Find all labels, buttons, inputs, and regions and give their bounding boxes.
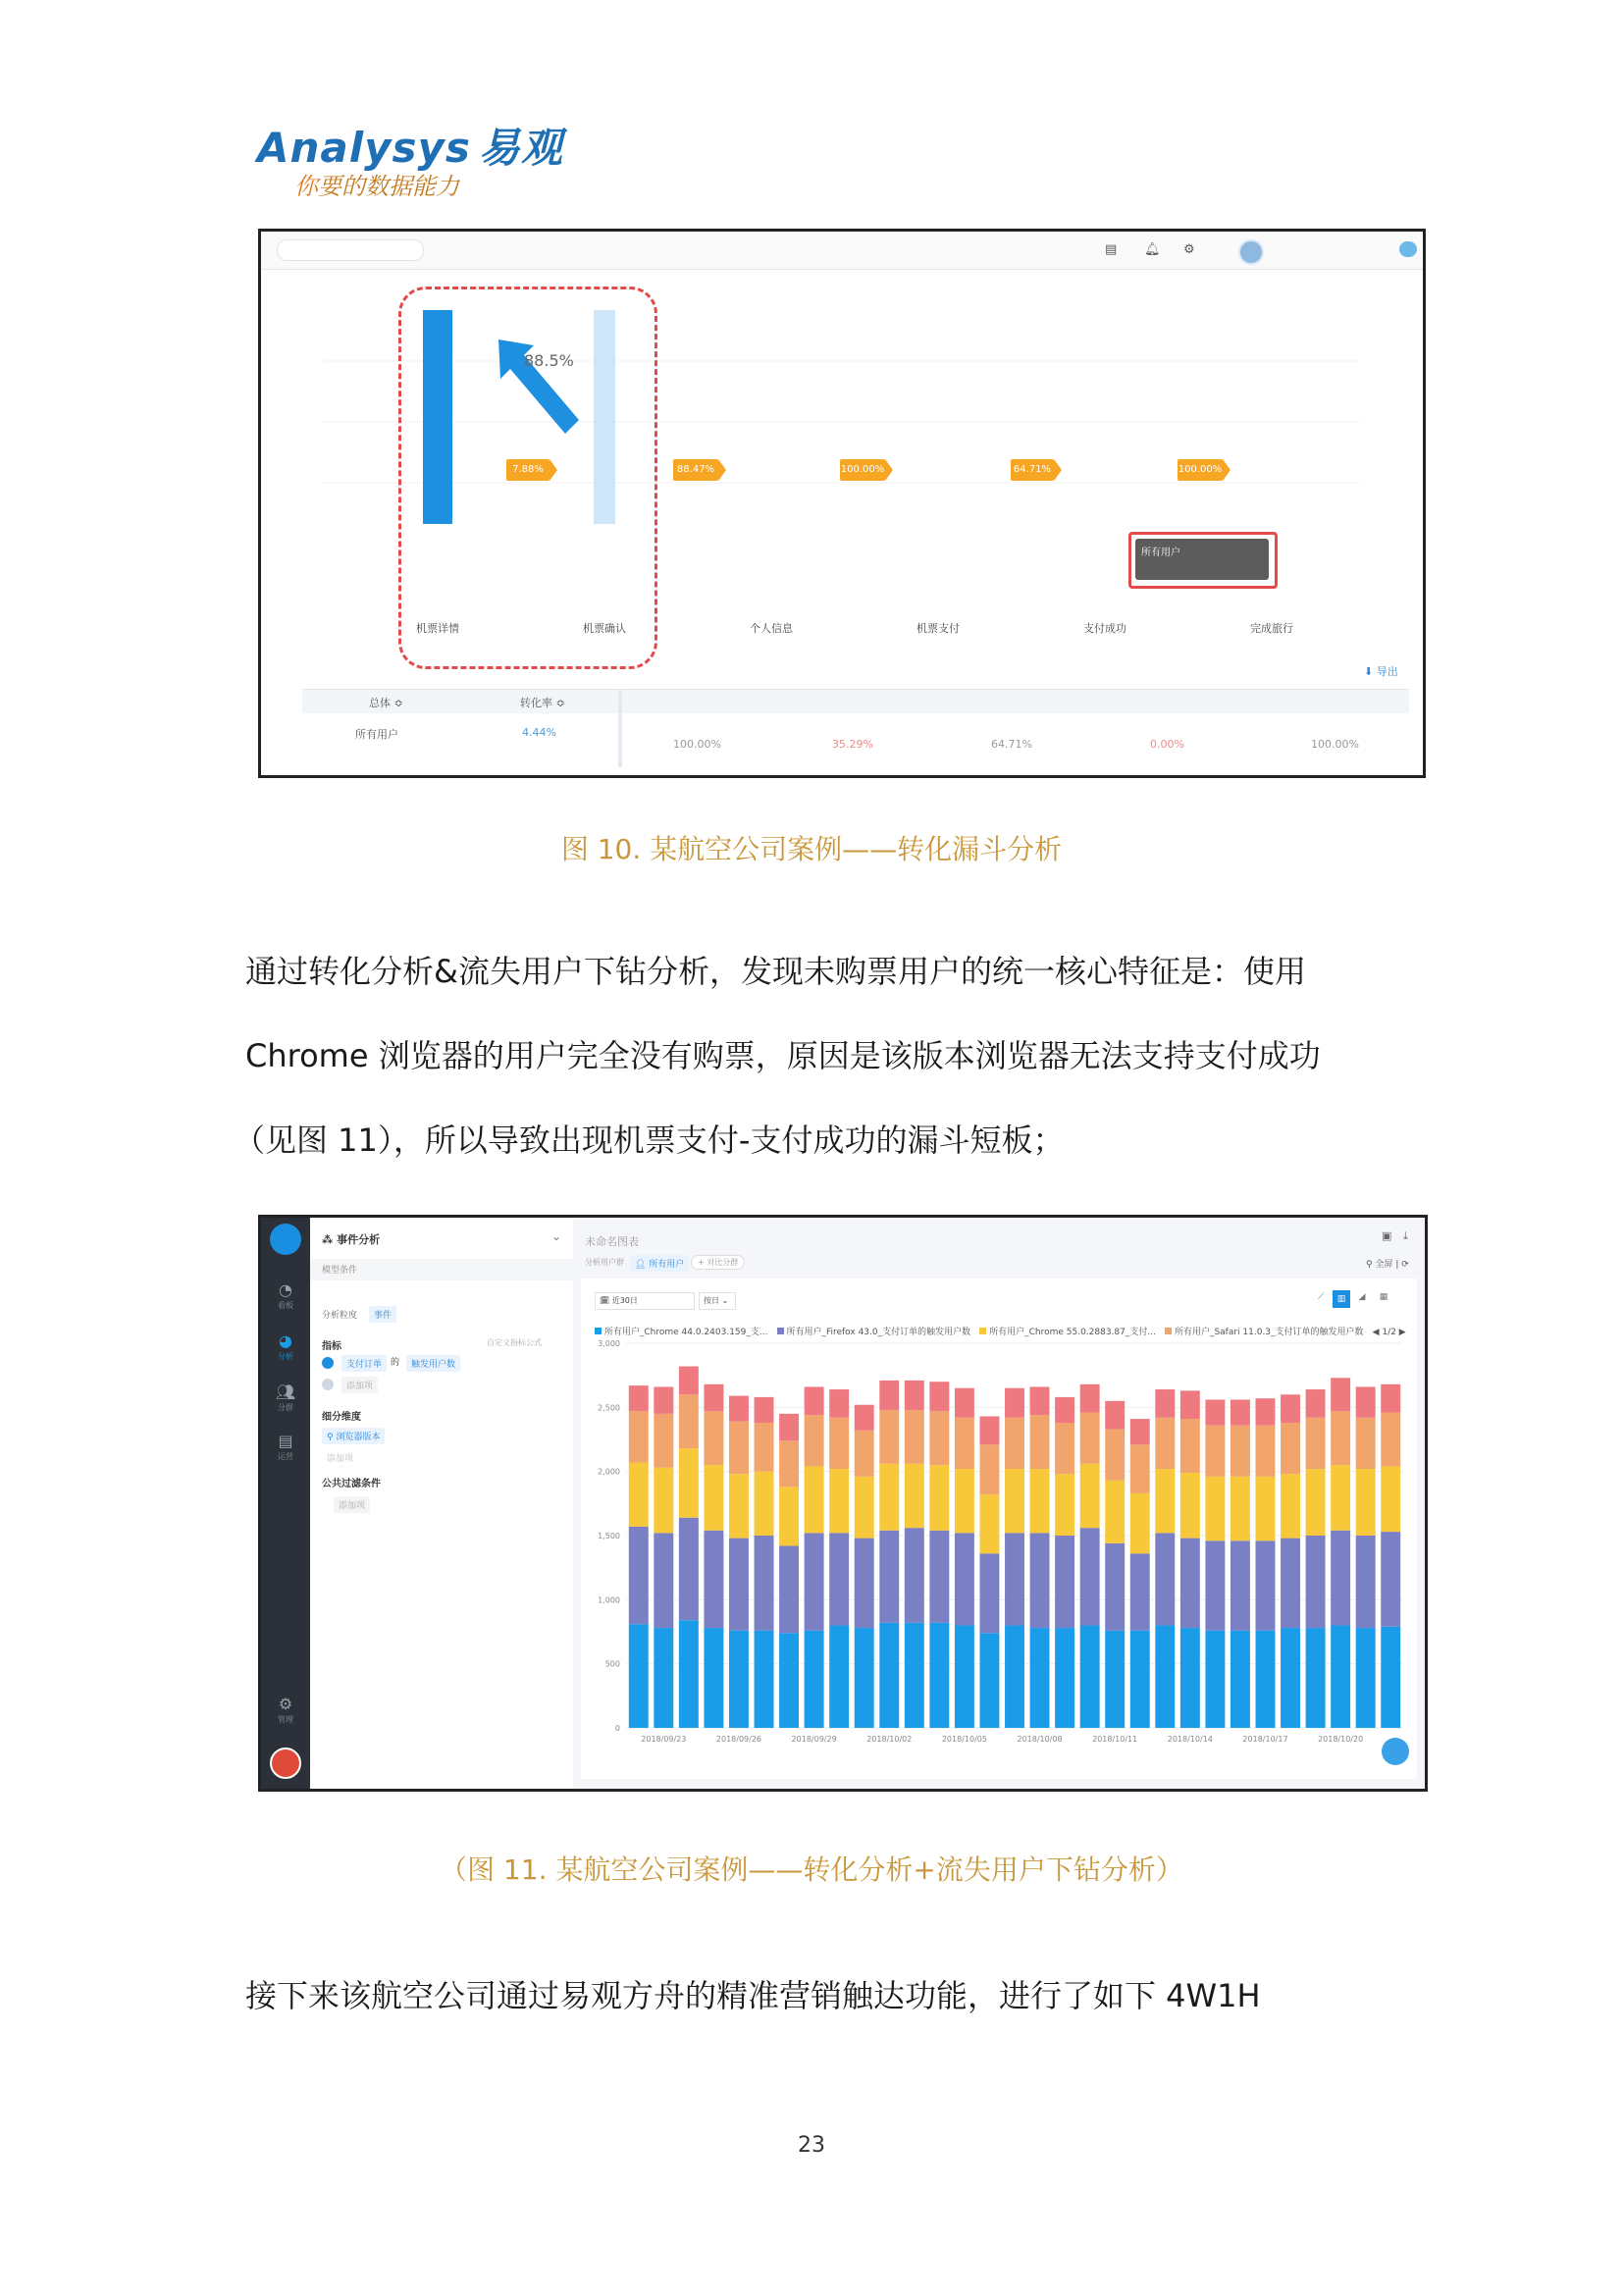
stacked-bar-segment (1331, 1378, 1350, 1411)
stacked-bar-segment (929, 1531, 949, 1623)
header-overall[interactable]: 总体 ≎ (369, 697, 403, 709)
sidebar-item-label: 分析 (278, 1352, 293, 1361)
stacked-bar-segment (704, 1628, 723, 1728)
x-label: 机票支付 (916, 622, 960, 635)
stacked-bar-segment (1130, 1419, 1150, 1444)
x-tick-label: 2018/10/20 (1318, 1735, 1364, 1744)
stacked-bar-segment (1005, 1533, 1024, 1625)
tagline-rest: 要的数据能力 (318, 173, 459, 200)
global-filter-label: 公共过滤条件 (322, 1479, 381, 1489)
stacked-bar-segment (1230, 1540, 1250, 1630)
legend-label: 所有用户_Firefox 43.0_支付订单的触发用户数 (786, 1328, 971, 1337)
step-rate: 64.71% (991, 738, 1032, 751)
conversion-chip: 64.71% (1011, 459, 1054, 481)
stacked-bar-segment (755, 1397, 774, 1423)
logo-brand-cn: 易观 (478, 124, 563, 172)
granularity-select[interactable]: 按日 ⌄ (699, 1292, 736, 1310)
stacked-bar-segment (1130, 1553, 1150, 1630)
stacked-bar-segment (1281, 1539, 1300, 1628)
download-icon: ⬇ (1364, 665, 1374, 678)
stacked-bar-segment (1381, 1466, 1400, 1532)
stacked-bar-segment (1331, 1625, 1350, 1728)
stacked-bar-segment (779, 1440, 799, 1487)
logo-prefix: A (257, 124, 290, 172)
app-logo-icon[interactable] (270, 1224, 301, 1255)
stacked-bar-segment (1205, 1426, 1225, 1477)
panel-title-text: 事件分析 (337, 1233, 381, 1246)
paragraph-line: 接下来该航空公司通过易观方舟的精准营销触达功能，进行了如下 4W1H (245, 1977, 1261, 2014)
custom-metric-link[interactable]: 自定义指标公式 (487, 1338, 542, 1347)
stacked-bar-segment (1005, 1418, 1024, 1469)
stacked-bar-segment (704, 1531, 723, 1628)
group-label: 分析用户群 (585, 1258, 624, 1267)
stacked-bar-segment (1180, 1473, 1200, 1539)
config-panel (310, 1218, 574, 1789)
stacked-bar-segment (1080, 1625, 1100, 1728)
stacked-bar-segment (1256, 1631, 1276, 1728)
y-tick-label: 0 (614, 1724, 620, 1733)
stacked-bar-segment (1055, 1474, 1074, 1536)
x-label: 完成旅行 (1250, 622, 1293, 635)
stacked-bar-segment (879, 1410, 899, 1464)
download-icon[interactable]: ⤓ (1403, 1229, 1408, 1242)
table-header (302, 689, 1409, 713)
avatar[interactable] (270, 1748, 301, 1779)
stacked-bar-segment (1155, 1625, 1175, 1728)
stacked-bar-segment (755, 1631, 774, 1728)
step-rate: 35.29% (832, 738, 873, 751)
stacked-bar-segment (1130, 1444, 1150, 1493)
group-tag-text: 所有用户 (649, 1260, 685, 1270)
stacked-bar-segment (1281, 1628, 1300, 1728)
stacked-bar-segment (1105, 1543, 1125, 1631)
tooltip-highlight (1128, 532, 1278, 589)
stacked-bar-segment (1180, 1628, 1200, 1728)
metric-of: 的 (391, 1358, 400, 1368)
breakdown-tag[interactable]: ⚲ 浏览器版本 (322, 1428, 385, 1444)
stacked-bar-segment (1005, 1469, 1024, 1533)
stacked-bar-segment (679, 1518, 699, 1621)
stacked-bar-segment (879, 1623, 899, 1728)
stacked-bar-segment (1030, 1415, 1050, 1469)
stacked-bar-segment (1331, 1465, 1350, 1531)
compare-button[interactable]: + 对比分群 (691, 1255, 745, 1270)
x-label: 机票确认 (583, 622, 626, 635)
step-rate: 0.00% (1150, 738, 1184, 751)
stacked-bar-segment (654, 1533, 673, 1628)
stacked-bar-segment (729, 1396, 749, 1422)
page-number: 23 (798, 2133, 825, 2158)
table-col-divider (618, 689, 622, 767)
stacked-bar-segment (1130, 1493, 1150, 1553)
stacked-bar-segment (1230, 1399, 1250, 1425)
stacked-bar-segment (654, 1414, 673, 1468)
stacked-bar-segment (1005, 1625, 1024, 1728)
granularity-label: 分析粒度 (322, 1311, 358, 1321)
figure-11 (258, 1215, 1428, 1792)
x-tick-label: 2018/09/23 (641, 1735, 687, 1744)
stacked-bar-segment (829, 1533, 849, 1625)
stacked-bar-segment (805, 1415, 824, 1466)
stacked-bar-segment (1256, 1540, 1276, 1630)
stacked-bar-segment (1331, 1411, 1350, 1465)
stacked-bar-segment (905, 1381, 924, 1410)
stacked-bar-segment (629, 1527, 649, 1624)
logo-tagline (294, 167, 459, 201)
stacked-bar-segment (829, 1625, 849, 1728)
x-tick-label: 2018/10/05 (941, 1735, 987, 1744)
legend-page: 1/2 (1382, 1328, 1396, 1337)
save-icon[interactable]: ▣ (1382, 1229, 1392, 1242)
stacked-bar-segment (1356, 1469, 1376, 1536)
gear-icon[interactable]: ⚙ (278, 1695, 293, 1713)
metric-badge (322, 1357, 334, 1369)
add-filter-tag[interactable]: 添加项 (334, 1496, 370, 1513)
x-tick-label: 2018/10/11 (1092, 1735, 1138, 1744)
x-tick-label: 2018/10/14 (1167, 1735, 1213, 1744)
stacked-bar-segment (1356, 1536, 1376, 1628)
stacked-bar-segment (1281, 1394, 1300, 1423)
date-range-picker[interactable]: 🗓︎ 近30日 (595, 1292, 695, 1310)
stacked-bar-segment (729, 1422, 749, 1475)
stacked-bar-segment (1205, 1399, 1225, 1425)
logo-brand: nalysys (289, 124, 471, 172)
stacked-bar-segment (1055, 1397, 1074, 1423)
stacked-bar-segment (704, 1384, 723, 1411)
stacked-bar-segment (1381, 1532, 1400, 1627)
stacked-bar-segment (955, 1418, 974, 1469)
stacked-bar-segment (1105, 1430, 1125, 1481)
stacked-bar-segment (979, 1444, 999, 1494)
stacked-bar-segment (1256, 1477, 1276, 1540)
stacked-bar-segment (779, 1545, 799, 1633)
figure-11-caption: （图 11. 某航空公司案例——转化分析+流失用户下钻分析） (440, 1853, 1183, 1886)
x-tick-label: 2018/10/08 (1017, 1735, 1063, 1744)
y-tick-label: 2,000 (598, 1467, 620, 1477)
stacked-bar-segment (929, 1465, 949, 1531)
stacked-bar-segment (1306, 1418, 1326, 1469)
paragraph-line: （见图 11），所以导致出现机票支付-支付成功的漏斗短板； (234, 1122, 1065, 1159)
stacked-bar-segment (1155, 1533, 1175, 1625)
chat-icon[interactable] (1399, 241, 1417, 257)
stacked-bar-segment (929, 1411, 949, 1465)
stacked-bar-segment (1080, 1384, 1100, 1413)
stacked-bar-segment (1130, 1631, 1150, 1728)
stacked-bar-segment (1306, 1536, 1326, 1628)
stacked-bar-segment (1005, 1388, 1024, 1418)
stacked-bar-segment (829, 1389, 849, 1418)
stacked-bar-segment (1030, 1469, 1050, 1533)
export-button[interactable] (1364, 663, 1398, 679)
stacked-bar-segment (905, 1623, 924, 1728)
stacked-bar-segment (1356, 1418, 1376, 1469)
operation-icon[interactable]: ▤ (278, 1432, 293, 1450)
stacked-bar-segment (879, 1531, 899, 1623)
stacked-bar-segment (955, 1533, 974, 1625)
stacked-bar-segment (805, 1386, 824, 1415)
sidebar-item-label: 运营 (278, 1452, 293, 1461)
stacked-bar-segment (1155, 1418, 1175, 1469)
arrow-percent-label: 88.5% (524, 351, 574, 370)
stacked-bar-segment (905, 1410, 924, 1464)
sidebar-item-label: 管理 (278, 1715, 293, 1724)
stacked-bar-segment (879, 1464, 899, 1531)
stacked-bar-segment (729, 1631, 749, 1728)
stacked-bar-segment (929, 1623, 949, 1728)
breakdown-tag-text: 浏览器版本 (336, 1433, 381, 1442)
stacked-bar-segment (629, 1463, 649, 1527)
legend-label: 所有用户_Safari 11.0.3_支付订单的触发用户数 (1174, 1328, 1364, 1337)
stacked-bar-segment (1180, 1419, 1200, 1473)
stacked-bar-segment (979, 1494, 999, 1553)
top-toolbar (261, 232, 1423, 270)
stacked-bar-segment (679, 1448, 699, 1518)
stacked-bar-segment (1055, 1628, 1074, 1728)
stacked-bar-segment (1356, 1628, 1376, 1728)
y-tick-label: 500 (604, 1659, 620, 1669)
panel-title: ⁂ 事件分析 (322, 1233, 381, 1246)
stacked-bar-segment (979, 1416, 999, 1444)
y-tick-label: 1,000 (598, 1595, 620, 1605)
model-conditions: 模型条件 (322, 1266, 358, 1276)
legend-label: 所有用户_Chrome 44.0.2403.159_支... (603, 1328, 768, 1337)
breakdown-label: 细分维度 (322, 1412, 361, 1423)
sidebar-item-label: 分群 (278, 1403, 293, 1412)
metric-event-tag[interactable]: 支付订单 (341, 1355, 387, 1372)
bell-icon[interactable]: 🔔︎ (1144, 242, 1161, 257)
legend-pager[interactable]: ◀ 1/2 ▶ (1372, 1328, 1406, 1337)
brand-logo (257, 116, 563, 175)
stacked-bar-segment (855, 1405, 874, 1431)
figure-10 (258, 229, 1426, 778)
bar-chart-icon[interactable]: ▥ (1333, 1290, 1350, 1308)
stacked-bar-segment (805, 1466, 824, 1533)
stacked-bar-chart (581, 1335, 1417, 1777)
stacked-bar-segment (779, 1633, 799, 1728)
conversion-chip: 7.88% (506, 459, 550, 481)
stacked-bar-segment (1055, 1423, 1074, 1474)
x-label: 支付成功 (1083, 622, 1126, 635)
main-area (573, 1218, 1425, 1789)
legend (595, 1320, 1409, 1337)
stacked-bar-segment (1306, 1389, 1326, 1418)
header-rate[interactable]: 转化率 ≎ (520, 697, 565, 709)
stacked-bar-segment (729, 1474, 749, 1538)
stacked-bar-segment (679, 1367, 699, 1395)
line-chart-icon[interactable]: ⟋ (1317, 1292, 1325, 1302)
stacked-bar-segment (1381, 1627, 1400, 1728)
avatar[interactable] (1238, 239, 1264, 265)
search-input[interactable] (277, 239, 424, 261)
stacked-bar-segment (679, 1394, 699, 1448)
metrics-label: 指标 (322, 1341, 341, 1352)
stacked-bar-segment (905, 1464, 924, 1528)
stacked-bar-segment (1105, 1631, 1125, 1728)
x-label: 机票详情 (416, 622, 459, 635)
stacked-bar-segment (855, 1431, 874, 1477)
conversion-chip: 88.47% (673, 459, 718, 481)
y-tick-label: 1,500 (598, 1532, 620, 1540)
x-tick-label: 2018/09/26 (715, 1735, 762, 1744)
granularity-value: 按日 (704, 1296, 719, 1305)
chart-title[interactable]: 未命名图表 (585, 1235, 639, 1248)
stacked-bar-segment (1331, 1531, 1350, 1626)
stacked-bar-segment (1030, 1628, 1050, 1728)
stacked-bar-segment (1030, 1533, 1050, 1628)
figure-10-caption: 图 10. 某航空公司案例——转化漏斗分析 (560, 833, 1063, 865)
stacked-bar-segment (1281, 1423, 1300, 1474)
add-breakdown-tag[interactable]: 添加项 (322, 1449, 358, 1466)
legend-label: 所有用户_Chrome 55.0.2883.87_支付... (989, 1328, 1156, 1337)
stacked-bar-segment (704, 1411, 723, 1465)
stacked-bar-segment (829, 1469, 849, 1533)
dashboard-icon[interactable]: ◔ (279, 1280, 292, 1299)
stacked-bar-segment (1230, 1426, 1250, 1477)
stacked-bar-segment (629, 1411, 649, 1462)
stacked-bar-segment (755, 1536, 774, 1631)
stacked-bar-segment (1030, 1386, 1050, 1415)
stacked-bar-segment (1205, 1540, 1225, 1630)
row-rate: 4.44% (522, 726, 556, 739)
stacked-bar-segment (1205, 1477, 1225, 1540)
stacked-bar-segment (879, 1381, 899, 1410)
stacked-bar-segment (905, 1528, 924, 1623)
fullscreen-label: 全屏 (1375, 1260, 1393, 1270)
paragraph-line: Chrome 浏览器的用户完全没有购票，原因是该版本浏览器无法支持支付成功 (245, 1037, 1321, 1074)
stacked-bar-segment (654, 1628, 673, 1728)
stacked-bar-segment (1080, 1413, 1100, 1464)
stacked-bar-segment (855, 1628, 874, 1728)
conversion-chip: 100.00% (840, 459, 885, 481)
stacked-bar-segment (755, 1423, 774, 1472)
stacked-bar-segment (855, 1477, 874, 1539)
stacked-bar-segment (1256, 1398, 1276, 1425)
stacked-bar-segment (1205, 1631, 1225, 1728)
stacked-bar-segment (1080, 1464, 1100, 1528)
stacked-bar-segment (1356, 1386, 1376, 1417)
x-label: 个人信息 (750, 622, 793, 635)
stacked-bar-segment (654, 1386, 673, 1413)
stacked-bar-segment (1306, 1628, 1326, 1728)
tagline-first: 你 (294, 173, 318, 200)
chart-card (581, 1278, 1417, 1779)
y-tick-label: 2,500 (598, 1403, 620, 1413)
stacked-bar-segment (1381, 1384, 1400, 1413)
step-rate: 100.00% (1311, 738, 1359, 751)
stacked-bar-segment (1055, 1536, 1074, 1628)
chevron-down-icon[interactable]: ⌄ (551, 1229, 562, 1243)
export-label: 导出 (1376, 665, 1398, 678)
row-label: 所有用户 (355, 728, 398, 741)
tooltip (1135, 539, 1269, 580)
stacked-bar-segment (1155, 1469, 1175, 1533)
analysis-icon[interactable]: ◕ (279, 1331, 292, 1350)
table-view-icon[interactable]: ▦ (1379, 1292, 1388, 1302)
stacked-bar-segment (929, 1382, 949, 1411)
sidebar-item-label: 看板 (278, 1301, 293, 1310)
add-metric-tag[interactable]: 添加项 (341, 1377, 378, 1393)
stacked-bar-segment (779, 1414, 799, 1440)
x-tick-label: 2018/09/29 (791, 1735, 837, 1744)
stacked-bar-segment (729, 1539, 749, 1631)
stacked-bar-segment (955, 1625, 974, 1728)
metric-measure-tag[interactable]: 触发用户数 (406, 1355, 460, 1372)
step-rate: 100.00% (673, 738, 721, 751)
stacked-bar-segment (955, 1469, 974, 1533)
stacked-bar-segment (855, 1539, 874, 1628)
stacked-bar-segment (1155, 1389, 1175, 1418)
group-tag[interactable]: 👤︎ 所有用户 (630, 1255, 689, 1272)
date-range-value: 近30日 (611, 1296, 638, 1305)
stacked-bar-segment (629, 1624, 649, 1728)
stacked-bar-segment (1306, 1469, 1326, 1536)
stacked-bar-segment (1381, 1413, 1400, 1467)
users-icon[interactable]: 👥︎ (275, 1383, 296, 1401)
stacked-bar-segment (654, 1468, 673, 1534)
paragraph-line: 通过转化分析&流失用户下钻分析，发现未购票用户的统一核心特征是：使用 (245, 953, 1306, 990)
stacked-bar-segment (829, 1418, 849, 1469)
stacked-bar-segment (679, 1620, 699, 1728)
stacked-bar-segment (1230, 1477, 1250, 1540)
stacked-bar-segment (779, 1487, 799, 1545)
stacked-bar-segment (1230, 1631, 1250, 1728)
assistant-robot-icon[interactable] (1382, 1738, 1409, 1765)
stacked-bar-segment (1105, 1401, 1125, 1430)
area-chart-icon[interactable]: ◢ (1358, 1292, 1366, 1302)
stacked-bar-segment (979, 1553, 999, 1633)
conversion-chip: 100.00% (1178, 459, 1223, 481)
stacked-bar-segment (1180, 1390, 1200, 1419)
tooltip-text: 所有用户 (1141, 548, 1180, 558)
stacked-bar-segment (755, 1472, 774, 1536)
app-sidebar (261, 1218, 310, 1789)
stacked-bar-segment (979, 1633, 999, 1728)
add-metric-button[interactable] (322, 1379, 334, 1390)
x-tick-label: 2018/10/02 (866, 1735, 913, 1744)
stacked-bar-segment (955, 1388, 974, 1418)
stacked-bar-segment (805, 1631, 824, 1728)
user-settings-icon[interactable]: ⚙ (1183, 242, 1195, 257)
stacked-bar-segment (805, 1533, 824, 1630)
y-tick-label: 3,000 (598, 1339, 620, 1348)
stacked-bar-segment (704, 1465, 723, 1531)
document-icon[interactable]: ▤ (1105, 242, 1118, 257)
x-tick-label: 2018/10/17 (1242, 1735, 1288, 1744)
stacked-bar-segment (1105, 1481, 1125, 1543)
stacked-bar-segment (1281, 1474, 1300, 1538)
stacked-bar-segment (1080, 1528, 1100, 1625)
fullscreen-button[interactable]: ⚲ 全屏 | ⟳ (1366, 1260, 1409, 1270)
stacked-bar-segment (1180, 1539, 1200, 1628)
granularity-tag[interactable]: 事件 (369, 1306, 396, 1323)
stacked-bar-segment (629, 1385, 649, 1411)
stacked-bar-segment (1256, 1426, 1276, 1477)
